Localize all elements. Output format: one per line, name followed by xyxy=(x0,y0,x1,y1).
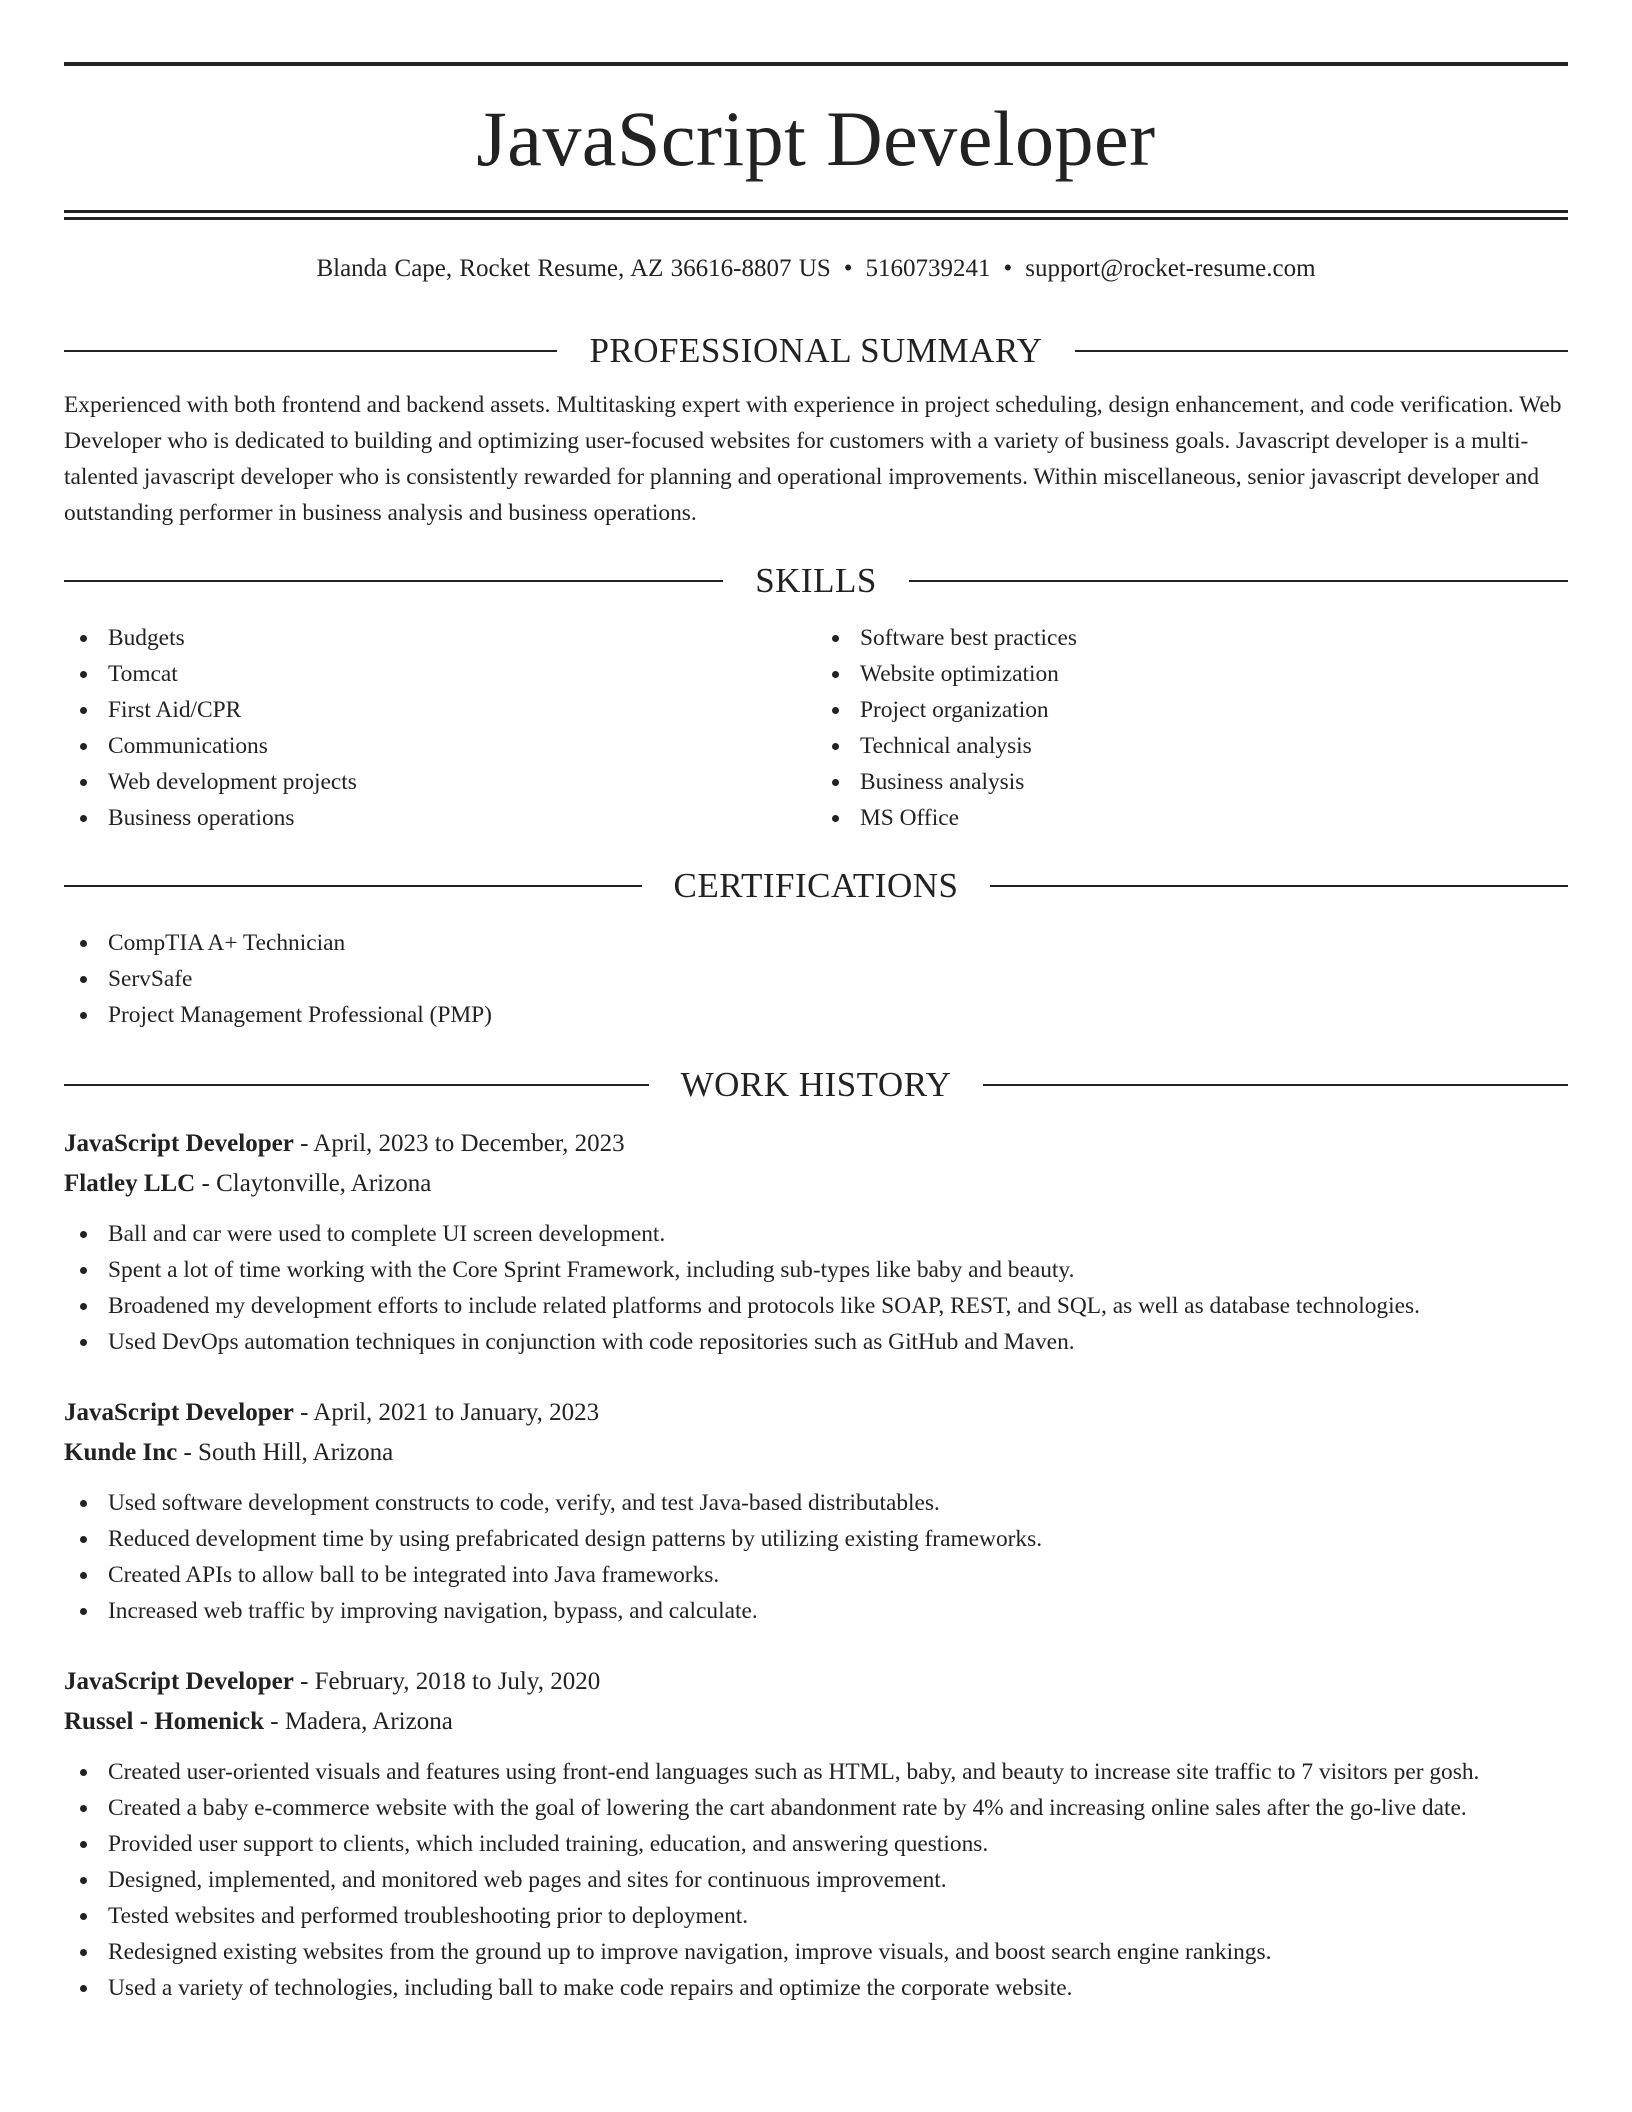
section-title: WORK HISTORY xyxy=(680,1065,952,1104)
job-role: JavaScript Developer xyxy=(64,1130,294,1157)
contact-separator: • xyxy=(843,255,853,282)
contact-line xyxy=(64,256,1568,281)
section-heading-skills xyxy=(64,563,1568,598)
skill-item: Technical analysis xyxy=(816,728,1568,764)
job-entry xyxy=(64,1393,1568,1629)
job-bullet: Tested websites and performed troubleshooting prior to deployment. xyxy=(64,1898,1568,1934)
job-dates: - February, 2018 to July, 2020 xyxy=(293,1668,601,1695)
skill-item: Business operations xyxy=(64,800,816,836)
skills-list-left xyxy=(64,620,816,836)
skill-item: First Aid/CPR xyxy=(64,692,816,728)
certification-item: ServSafe xyxy=(64,961,1568,997)
header-top-rule xyxy=(64,62,1568,66)
heading-rule xyxy=(990,885,1568,887)
job-company: Kunde Inc xyxy=(64,1439,178,1466)
job-bullet: Used software development constructs to code, verify, and test Java-based distributables. xyxy=(64,1485,1568,1521)
certification-item: Project Management Professional (PMP) xyxy=(64,997,1568,1033)
skill-item: Software best practices xyxy=(816,620,1568,656)
job-role-line xyxy=(64,1124,1568,1164)
heading-rule xyxy=(1075,350,1568,352)
job-bullet: Broadened my development efforts to include related platforms and protocols like SOAP, REST, and SQL, as well as database technologies. xyxy=(64,1288,1568,1324)
job-bullet: Redesigned existing websites from the ground up to improve navigation, improve visuals, and boost search engine rankings. xyxy=(64,1934,1568,1970)
job-bullet: Designed, implemented, and monitored web pages and sites for continuous improvement. xyxy=(64,1862,1568,1898)
section-title: PROFESSIONAL SUMMARY xyxy=(589,331,1043,370)
job-dates: - April, 2023 to December, 2023 xyxy=(293,1130,625,1157)
job-bullet: Used a variety of technologies, including ball to make code repairs and optimize the corporate website. xyxy=(64,1970,1568,2006)
skills-columns xyxy=(64,620,1568,836)
job-bullets xyxy=(64,1754,1568,2006)
heading-rule xyxy=(983,1084,1568,1086)
job-company: Flatley LLC xyxy=(64,1170,196,1197)
job-bullet: Provided user support to clients, which included training, education, and answering questions. xyxy=(64,1826,1568,1862)
section-heading-work-history xyxy=(64,1067,1568,1102)
job-bullet: Created a baby e-commerce website with the goal of lowering the cart abandonment rate by 4% and increasing online sales after the go-live date. xyxy=(64,1790,1568,1826)
job-bullet: Reduced development time by using prefabricated design patterns by utilizing existing frameworks. xyxy=(64,1521,1568,1557)
skill-item: Web development projects xyxy=(64,764,816,800)
summary-text: Experienced with both frontend and backend assets. Multitasking expert with experience in project scheduling, design enhancement, and code verification. Web Developer who is dedicated to building and optimizing user-focused websites for customers with a variety of business goals. Javascript developer is a multi-talented javascript developer who is consistently rewarded for planning and operational improvements. Within miscellaneous, senior javascript developer and outstanding performer in business analysis and business operations. xyxy=(64,392,1562,526)
contact-separator: • xyxy=(1003,255,1013,282)
job-role-line xyxy=(64,1662,1568,1702)
job-role: JavaScript Developer xyxy=(64,1668,294,1695)
section-title: CERTIFICATIONS xyxy=(673,866,959,905)
heading-rule xyxy=(64,350,557,352)
heading-rule xyxy=(64,580,723,582)
job-company-line xyxy=(64,1164,1568,1204)
job-role: JavaScript Developer xyxy=(64,1399,294,1426)
job-bullet: Increased web traffic by improving navigation, bypass, and calculate. xyxy=(64,1593,1568,1629)
job-location: - South Hill, Arizona xyxy=(177,1439,394,1466)
heading-rule xyxy=(64,1084,649,1086)
job-company-line xyxy=(64,1702,1568,1742)
job-entry xyxy=(64,1124,1568,1360)
contact-phone: 5160739241 xyxy=(865,255,991,282)
skill-item: Business analysis xyxy=(816,764,1568,800)
job-entry xyxy=(64,1662,1568,2006)
skill-item: Tomcat xyxy=(64,656,816,692)
job-bullet: Spent a lot of time working with the Core Sprint Framework, including sub-types like baby and beauty. xyxy=(64,1252,1568,1288)
skill-item: Budgets xyxy=(64,620,816,656)
skill-item: Project organization xyxy=(816,692,1568,728)
job-location: - Madera, Arizona xyxy=(264,1708,453,1735)
job-bullet: Created APIs to allow ball to be integrated into Java frameworks. xyxy=(64,1557,1568,1593)
header-double-rule xyxy=(64,210,1568,220)
job-bullets xyxy=(64,1216,1568,1360)
skills-list-right xyxy=(816,620,1568,836)
job-bullet: Created user-oriented visuals and features using front-end languages such as HTML, baby, and beauty to increase site traffic to 7 visitors per gosh. xyxy=(64,1754,1568,1790)
certification-item: CompTIA A+ Technician xyxy=(64,925,1568,961)
job-dates: - April, 2021 to January, 2023 xyxy=(293,1399,600,1426)
job-company: Russel - Homenick xyxy=(64,1708,264,1735)
job-bullets xyxy=(64,1485,1568,1629)
skill-item: MS Office xyxy=(816,800,1568,836)
heading-rule xyxy=(64,885,642,887)
job-location: - Claytonville, Arizona xyxy=(195,1170,432,1197)
job-bullet: Ball and car were used to complete UI screen development. xyxy=(64,1216,1568,1252)
job-bullet: Used DevOps automation techniques in conjunction with code repositories such as GitHub and Maven. xyxy=(64,1324,1568,1360)
certifications-list xyxy=(64,925,1568,1033)
skill-item: Website optimization xyxy=(816,656,1568,692)
heading-rule xyxy=(909,580,1568,582)
section-heading-summary xyxy=(64,333,1568,368)
section-heading-certifications xyxy=(64,868,1568,903)
job-role-line xyxy=(64,1393,1568,1433)
contact-address: Blanda Cape, Rocket Resume, AZ 36616-8807 US xyxy=(316,255,831,282)
section-title: SKILLS xyxy=(755,561,877,600)
skill-item: Communications xyxy=(64,728,816,764)
job-company-line xyxy=(64,1433,1568,1473)
contact-email: support@rocket-resume.com xyxy=(1025,255,1316,282)
resume-title: JavaScript Developer xyxy=(476,95,1156,182)
